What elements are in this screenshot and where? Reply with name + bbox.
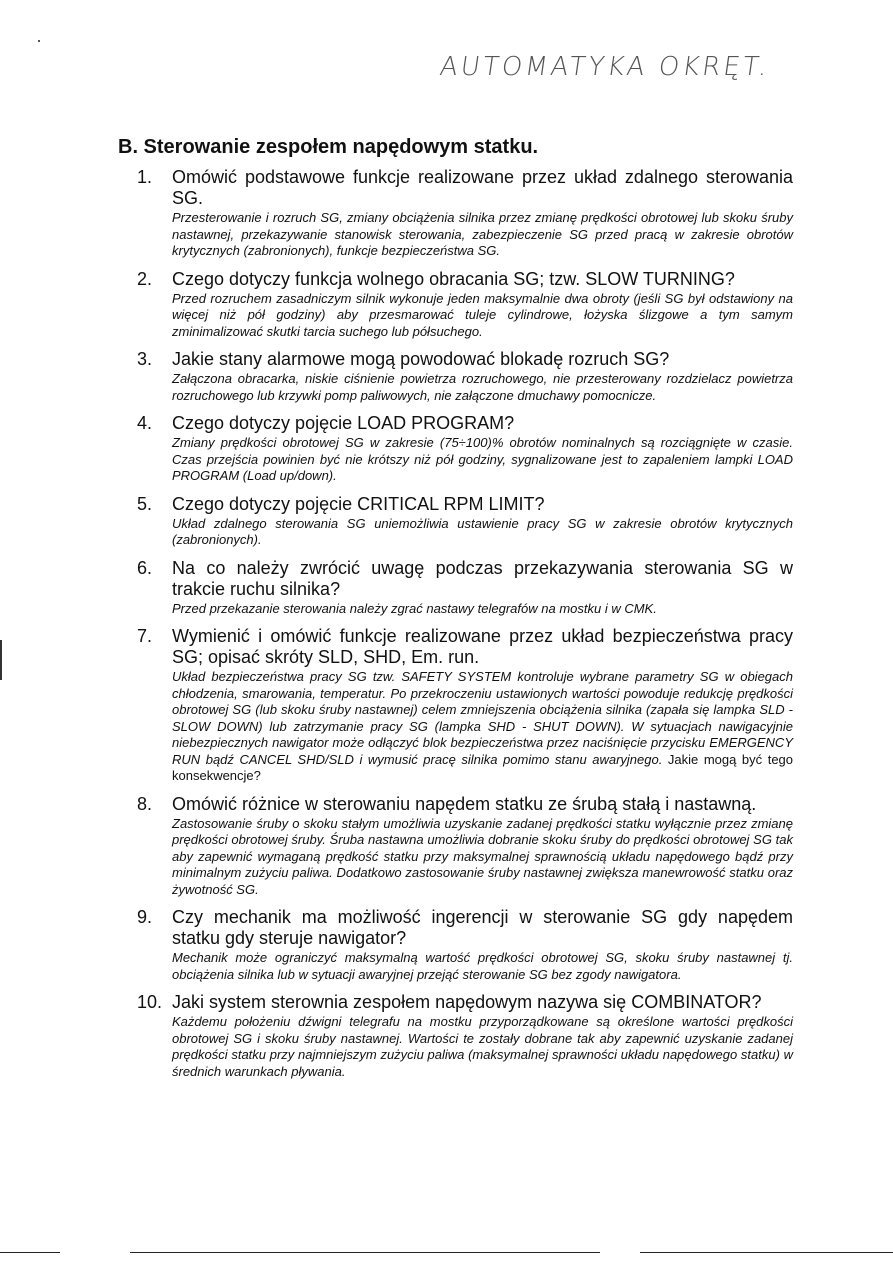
question-number: 10. bbox=[137, 992, 163, 1012]
question-number: 1. bbox=[137, 167, 153, 187]
answer-text: Przed rozruchem zasadniczym silnik wykonuje jeden maksymalnie dwa obroty (jeśli SG był odstawiony na więcej niż pół godziny) aby przesmarować tuleje cylindrowe, łożyska ślizgowe a tym samym zminimalizować skutki tarcia suchego lub półsuchego. bbox=[172, 290, 793, 339]
question-item bbox=[137, 626, 793, 785]
answer-block bbox=[172, 210, 793, 260]
footer-rule-mid bbox=[130, 1252, 600, 1253]
section-title: B. Sterowanie zespołem napędowym statku. bbox=[118, 136, 539, 158]
question-number: 6. bbox=[137, 557, 153, 578]
question-text: Na co należy zwrócić uwagę podczas przekazywania sterowania SG w trakcie ruchu silnika? bbox=[172, 557, 793, 599]
question-number: 5. bbox=[137, 493, 153, 514]
answer-block bbox=[172, 516, 793, 549]
question-number: 9. bbox=[137, 907, 153, 927]
answer-block bbox=[172, 601, 793, 618]
answer-block bbox=[172, 435, 793, 485]
handwritten-header: AUTOMATYKA OKRĘT. bbox=[437, 52, 772, 82]
answer-text: Zastosowanie śruby o skoku stałym umożliwia uzyskanie zadanej prędkości statku wyłącznie przez zmianę prędkości obrotowej śruby. Śruba nastawna umożliwia dobranie skoku śruby do prędkości obrotowej SG tak aby zapewnić wymaganą prędkość statku przy maksymalnej sprawnością układu napędowego bądź przy minimalnym zużyciu paliwa. Dodatkowo zastosowanie śruby nastawnej zwiększa manewrowość statku oraz żywotność SG. bbox=[172, 815, 793, 897]
question-text: Czego dotyczy pojęcie CRITICAL RPM LIMIT? bbox=[172, 493, 545, 514]
question-text: Czy mechanik ma możliwość ingerencji w sterowanie SG gdy napędem statku gdy steruje nawigator? bbox=[172, 907, 793, 948]
question-number: 2. bbox=[137, 268, 153, 289]
scan-speck bbox=[38, 40, 40, 42]
answer-block bbox=[172, 1014, 793, 1080]
question-number: 4. bbox=[137, 413, 153, 433]
answer-block bbox=[172, 669, 793, 785]
question-item bbox=[137, 349, 793, 404]
question-number: 3. bbox=[137, 349, 153, 369]
question-item bbox=[137, 794, 793, 899]
answer-text: Zmiany prędkości obrotowej SG w zakresie (75÷100)% obrotów nominalnych są rozciągnięte w czasie. Czas przejścia powinien być nie krótszy niż pół godziny, sygnalizowane jest to zapaleniem lampki LOAD PROGRAM (Load up/down). bbox=[172, 435, 793, 483]
question-text: Omówić podstawowe funkcje realizowane przez układ zdalnego sterowania SG. bbox=[172, 167, 793, 208]
question-list bbox=[137, 167, 793, 1089]
question-text: Czego dotyczy pojęcie LOAD PROGRAM? bbox=[172, 413, 515, 433]
question-item bbox=[137, 907, 793, 983]
question-item bbox=[137, 558, 793, 618]
answer-extra: Jakie mogą być tego konsekwencje? bbox=[172, 751, 794, 783]
answer-text: Każdemu położeniu dźwigni telegrafu na mostku przyporządkowane są określone wartości prędkości obrotowej SG i skoku śruby nastawnej. Wartości te zostały dobrane tak aby zapewnić uzyskanie zadanej prędkości statku przy najmniejszym zużyciu paliwa (maksymalnej sprawności układu napędowego statku) w średnich warunkach pływania. bbox=[172, 1014, 793, 1079]
question-text: Wymienić i omówić funkcje realizowane przez układ bezpieczeństwa pracy SG; opisać skróty SLD, SHD, Em. run. bbox=[172, 626, 793, 667]
question-item bbox=[137, 992, 793, 1080]
question-item bbox=[137, 413, 793, 485]
answer-text: Przesterowanie i rozruch SG, zmiany obciążenia silnika przez zmianę prędkości obrotowej lub skoku śruby nastawnej, przekazywanie stanowisk sterowania, zabezpieczenie SG przed pracą w zakresie obrotów krytycznych (zabronionych), funkcje bezpieczeństwa SG. bbox=[172, 210, 793, 258]
question-text: Jakie stany alarmowe mogą powodować blokadę rozruch SG? bbox=[172, 349, 670, 369]
answer-block bbox=[172, 371, 793, 404]
answer-text: Mechanik może ograniczyć maksymalną wartość prędkości obrotowej SG, skoku śruby nastawnej tj. obciążenia silnika lub w sytuacji awaryjnej przejąć sterowanie SG bez zgody nawigatora. bbox=[172, 950, 793, 982]
question-number: 7. bbox=[137, 626, 153, 646]
answer-block bbox=[172, 816, 793, 899]
question-item bbox=[137, 269, 793, 341]
question-item bbox=[137, 167, 793, 260]
answer-text: Układ zdalnego sterowania SG uniemożliwia ustawienie pracy SG w zakresie obrotów krytycznych (zabronionych). bbox=[172, 515, 793, 547]
answer-text: Układ bezpieczeństwa pracy SG tzw. SAFETY SYSTEM kontroluje wybrane parametry SG w obiegach chłodzenia, smarowania, temperatur. Po przekroczeniu ustawionych wartości powoduje redukcję prędkości obrotowej SG (lub skoku śruby nastawnej) celem zmniejszenia obciążenia silnika (zapała się lampka SLD - SLOW DOWN) lub zatrzymanie pracy SG (lampka SHD - SHUT DOWN). W sytuacjach nawigacyjnie niebezpiecznych nawigator może odłączyć blok bezpieczeństwa przez naciśnięcie przycisku EMERGENCY RUN bądź CANCEL SHD/SLD i wymusić pracę silnika pomimo stanu awaryjnego. bbox=[172, 669, 793, 767]
footer-rule-right bbox=[640, 1252, 893, 1253]
answer-text: Przed przekazanie sterowania należy zgrać nastawy telegrafów na mostku i w CMK. bbox=[172, 600, 657, 616]
answer-text: Załączona obracarka, niskie ciśnienie powietrza rozruchowego, nie przesterowany rozdzielacz powietrza rozruchowego lub krzywki pomp paliwowych, nie załączone dmuchawy pomocnicze. bbox=[172, 371, 793, 403]
footer-rule-left bbox=[0, 1252, 60, 1253]
answer-block bbox=[172, 291, 793, 341]
question-text: Jaki system sterownia zespołem napędowym nazywa się COMBINATOR? bbox=[172, 992, 762, 1012]
answer-block bbox=[172, 950, 793, 983]
question-text: Omówić różnice w sterowaniu napędem statku ze śrubą stałą i nastawną. bbox=[172, 793, 757, 814]
question-number: 8. bbox=[137, 793, 153, 814]
scan-edge-mark bbox=[0, 640, 2, 680]
question-text: Czego dotyczy funkcja wolnego obracania SG; tzw. SLOW TURNING? bbox=[172, 268, 735, 289]
question-item bbox=[137, 494, 793, 549]
